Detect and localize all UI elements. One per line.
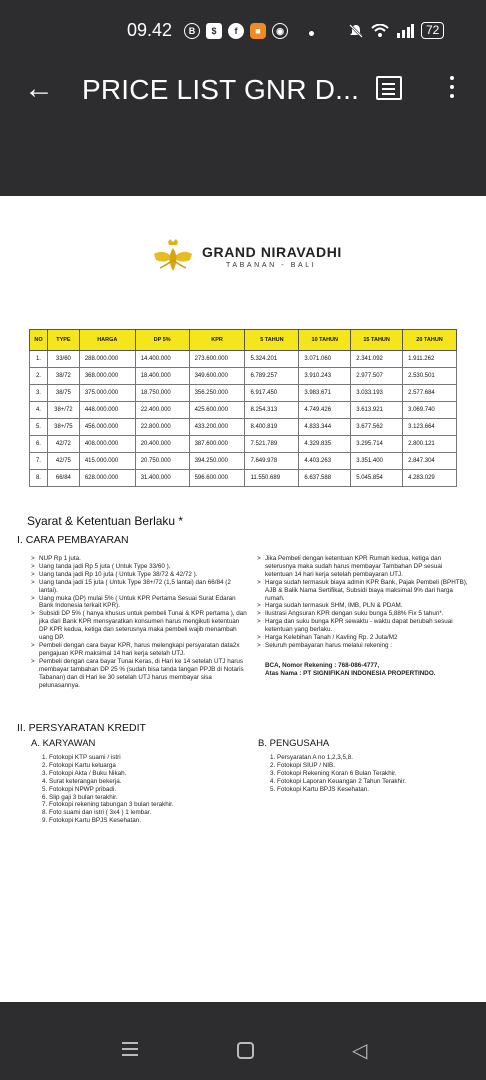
table-cell: 42/75 — [47, 453, 79, 470]
table-cell: 6.789.257 — [245, 368, 299, 385]
list-item: > Uang tanda jadi Rp 5 juta ( Untuk Type 33/60 ). — [31, 563, 249, 571]
app-notification-icon: ■ — [250, 23, 266, 39]
table-row — [30, 351, 457, 368]
list-item: > Harga dan suku bunga KPR sewaktu - waktu dapat berubah sesuai ketentuan yang berlaku. — [257, 618, 471, 634]
table-cell: 11.550.689 — [245, 470, 299, 487]
app-bar — [0, 62, 486, 118]
cara-pembayaran-right-list — [257, 555, 471, 650]
price-table — [29, 329, 457, 487]
table-cell: 7.649.978 — [245, 453, 299, 470]
table-cell: 4.329.835 — [299, 436, 351, 453]
brand-name: GRAND NIRAVADHI — [202, 243, 342, 260]
col-20-tahun: 20 TAHUN — [403, 330, 457, 351]
table-cell: 3.677.562 — [351, 419, 403, 436]
list-item: 3. Fotokopi Akta / Buku Nikah. — [42, 769, 127, 777]
table-row — [30, 436, 457, 453]
table-row — [30, 453, 457, 470]
table-cell: 22.800.000 — [135, 419, 189, 436]
table-cell: 1. — [30, 351, 48, 368]
table-cell: 2.847.304 — [403, 453, 457, 470]
table-cell: 4.283.029 — [403, 470, 457, 487]
table-cell: 1.911.262 — [403, 351, 457, 368]
col-dp: DP 5% — [135, 330, 189, 351]
table-row — [30, 368, 457, 385]
list-item: > Pembeli dengan cara bayar Tunai Keras, di Hari ke 14 setelah UTJ harus membayar tambahan DP 25 % (sudah bisa tanda tangan PPJB di Notaris Tabanan) dan di Hari ke 30 setelah UTJ harus membayar sisa pelunasannya. — [31, 658, 249, 690]
table-cell: 6.917.450 — [245, 385, 299, 402]
list-item: 2. Fotokopi Kartu keluarga — [42, 761, 116, 769]
table-cell: 38/75 — [47, 385, 79, 402]
table-cell: 3.295.714 — [351, 436, 403, 453]
table-cell: 368.000.000 — [79, 368, 135, 385]
table-row — [30, 470, 457, 487]
table-cell: 4. — [30, 402, 48, 419]
table-cell: 2. — [30, 368, 48, 385]
list-item: 6. Slip gaji 3 bulan terakhir. — [42, 793, 118, 801]
list-item: 5. Fotokopi Kartu BPJS Kesehatan. — [270, 785, 370, 793]
back-arrow-icon[interactable]: ← — [24, 72, 54, 105]
table-row — [30, 402, 457, 419]
list-item: 4. Surat keterangan bekerja. — [42, 777, 122, 785]
table-cell: 22.400.000 — [135, 402, 189, 419]
table-cell: 7.521.789 — [245, 436, 299, 453]
table-cell: 2.530.501 — [403, 368, 457, 385]
list-item: > Harga sudah termasuk biaya admin KPR Bank, Pajak Pembeli (BPHTB), AJB & Balik Nama Sertifikat, Subsidi biaya maksimal 9% dari harga rumah. — [257, 579, 471, 603]
table-cell: 4.833.344 — [299, 419, 351, 436]
notification-icons — [184, 23, 288, 39]
status-bar — [0, 0, 486, 62]
col-15-tahun: 15 TAHUN — [351, 330, 403, 351]
table-cell: 408.000.000 — [79, 436, 135, 453]
table-cell: 273.600.000 — [189, 351, 245, 368]
subsection-karyawan: A. KARYAWAN — [31, 738, 96, 749]
location-app-icon: ◉ — [272, 23, 288, 39]
table-cell: 5.045.854 — [351, 470, 403, 487]
table-cell: 448.000.000 — [79, 402, 135, 419]
notes-icon[interactable] — [376, 76, 402, 100]
table-cell: 3.033.193 — [351, 385, 403, 402]
document-page — [0, 196, 486, 1002]
table-cell: 5.324.201 — [245, 351, 299, 368]
table-cell: 2.341.092 — [351, 351, 403, 368]
col-harga: HARGA — [79, 330, 135, 351]
brand-logo — [150, 238, 342, 274]
list-item: 1. Persyaratan A no 1,2,3,5,8. — [270, 754, 353, 761]
col-10-tahun: 10 TAHUN — [299, 330, 351, 351]
subsection-pengusaha: B. PENGUSAHA — [258, 738, 330, 749]
table-cell: 38+/75 — [47, 419, 79, 436]
cara-pembayaran-left-list — [31, 555, 249, 689]
more-notifications-dot-icon — [309, 31, 314, 36]
table-cell: 3. — [30, 385, 48, 402]
list-item: > Pembeli dengan cara bayar KPR, harus melengkapi persyaratan data2x pengajuan KPR maksimal 14 hari kerja setelah UTJ. — [31, 642, 249, 658]
bank-account-info — [265, 662, 485, 678]
system-icons — [348, 22, 444, 39]
table-cell: 3.351.400 — [351, 453, 403, 470]
table-cell: 356.250.000 — [189, 385, 245, 402]
table-cell: 3.910.243 — [299, 368, 351, 385]
recent-apps-icon[interactable] — [122, 1042, 138, 1056]
table-row — [30, 385, 457, 402]
table-cell: 33/60 — [47, 351, 79, 368]
table-cell: 3.983.671 — [299, 385, 351, 402]
section-persyaratan-kredit: II. PERSYARATAN KREDIT — [17, 722, 146, 734]
facebook-icon: f — [228, 23, 244, 39]
navigation-bar — [0, 1020, 486, 1080]
list-item: > Uang muka (DP) mulai 5% ( Untuk KPR Pertama Sesuai Surat Edaran Bank Indonesia terkait KPR). — [31, 595, 249, 611]
table-cell: 42/72 — [47, 436, 79, 453]
status-time: 09.42 — [127, 20, 173, 40]
list-item: > NUP Rp 1 juta. — [31, 555, 249, 563]
page-title: PRICE LIST GNR D... — [82, 74, 360, 105]
list-item: 5. Fotokopi NPWP pribadi. — [42, 785, 117, 793]
bank-account-number: BCA, Nomor Rekening : 768-086-4777, — [265, 662, 380, 669]
table-cell: 6.637.588 — [299, 470, 351, 487]
list-item: 7. Fotokopi rekening tabungan 3 bulan terakhir. — [42, 801, 174, 809]
brand-location: TABANAN - BALI — [226, 261, 317, 269]
table-cell: 3.069.740 — [403, 402, 457, 419]
list-item: 1. Fotokopi KTP suami / istri — [42, 754, 121, 761]
table-row — [30, 419, 457, 436]
list-item: 8. Foto suami dan istri ( 3x4 ) 1 lembar. — [42, 809, 152, 817]
table-cell: 38+/72 — [47, 402, 79, 419]
mute-icon — [348, 23, 364, 39]
wifi-icon — [371, 24, 389, 38]
table-cell: 394.250.000 — [189, 453, 245, 470]
table-cell: 2.977.507 — [351, 368, 403, 385]
table-cell: 8.400.819 — [245, 419, 299, 436]
table-cell: 628.000.000 — [79, 470, 135, 487]
table-cell: 425.600.000 — [189, 402, 245, 419]
list-item: 3. Fotokopi Rekening Koran 6 Bulan Terakhir. — [270, 769, 397, 777]
list-item: > Seluruh pembayaran harus melalui rekening : — [257, 642, 471, 650]
list-item: > Harga Kelebihan Tanah / Kavling Rp. 2 Juta/M2 — [257, 634, 471, 642]
list-item: > Uang tanda jadi 15 juta ( Untuk Type 38+/72 (1,5 lantai) dan 66/84 (2 lantai). — [31, 579, 249, 595]
signal-icon — [396, 24, 414, 38]
table-cell: 66/84 — [47, 470, 79, 487]
section-cara-pembayaran: I. CARA PEMBAYARAN — [17, 534, 129, 546]
table-cell: 7. — [30, 453, 48, 470]
table-cell: 4.749.426 — [299, 402, 351, 419]
list-item: > Jika Pembeli dengan ketentuan KPR Rumah kedua, ketiga dan seterusnya maka sudah harus membayar Tambahan DP sesuai ketentuan 14 hari kerja setelah pembayaran UTJ. — [257, 555, 471, 579]
list-item: > Subsidi DP 5% ( hanya khusus untuk pembeli Tunai & KPR pertama ), dan jika dari Bank KPR mensyaratkan konsumen harus mengikuti ketentuan DP KPR kedua, ketiga dan seterusnya maka pembeli wajib menambah uang DP. — [31, 610, 249, 642]
bank-account-name: Atas Nama : PT SIGNIFIKAN INDONESIA PROPERTINDO. — [265, 669, 436, 677]
table-cell: 18.750.000 — [135, 385, 189, 402]
pengusaha-list — [270, 754, 480, 794]
home-icon[interactable] — [237, 1042, 254, 1059]
table-cell: 3.071.060 — [299, 351, 351, 368]
back-nav-icon[interactable]: ◁ — [352, 1040, 368, 1062]
table-cell: 433.200.000 — [189, 419, 245, 436]
table-cell: 415.000.000 — [79, 453, 135, 470]
col-no: NO — [30, 330, 48, 351]
shopping-icon: $ — [206, 23, 222, 39]
table-cell: 8.254.313 — [245, 402, 299, 419]
brand-logo-icon — [150, 238, 196, 274]
list-item: 9. Fotokopi Kartu BPJS Kesehatan. — [42, 817, 142, 825]
table-header-row — [30, 330, 457, 351]
table-cell: 387.600.000 — [189, 436, 245, 453]
table-cell: 20.400.000 — [135, 436, 189, 453]
battery-icon: 72 — [421, 22, 444, 39]
b-app-icon: B — [184, 23, 200, 39]
table-cell: 596.600.000 — [189, 470, 245, 487]
list-item: 4. Fotokopi Laporan Keuangan 2 Tahun Terakhir. — [270, 777, 406, 785]
table-cell: 5. — [30, 419, 48, 436]
table-cell: 3.123.664 — [403, 419, 457, 436]
col-type: TYPE — [47, 330, 79, 351]
table-cell: 38/72 — [47, 368, 79, 385]
table-cell: 31.400.000 — [135, 470, 189, 487]
table-cell: 6. — [30, 436, 48, 453]
list-item: > Uang tanda jadi Rp 10 juta ( Untuk Type 38/72 & 42/72 ). — [31, 571, 249, 579]
table-cell: 2.577.684 — [403, 385, 457, 402]
more-options-icon[interactable] — [450, 76, 454, 100]
table-cell: 349.600.000 — [189, 368, 245, 385]
terms-title: Syarat & Ketentuan Berlaku * — [27, 514, 184, 528]
col-5-tahun: 5 TAHUN — [245, 330, 299, 351]
table-cell: 375.000.000 — [79, 385, 135, 402]
table-cell: 14.400.000 — [135, 351, 189, 368]
table-cell: 3.613.921 — [351, 402, 403, 419]
col-kpr: KPR — [189, 330, 245, 351]
list-item: 2. Fotokopi SIUP / NIB. — [270, 761, 335, 769]
list-item: > Harga sudah termasuk SHM, IMB, PLN & PDAM. — [257, 602, 471, 610]
table-cell: 456.000.000 — [79, 419, 135, 436]
karyawan-list — [42, 754, 252, 825]
table-cell: 20.750.000 — [135, 453, 189, 470]
list-item: > Ilustrasi Angsuran KPR dengan suku bunga 5,88% Fix 5 tahun*. — [257, 610, 471, 618]
price-table-body — [30, 351, 457, 487]
table-cell: 18.400.000 — [135, 368, 189, 385]
table-cell: 4.403.263 — [299, 453, 351, 470]
table-cell: 2.800.121 — [403, 436, 457, 453]
table-cell: 288.000.000 — [79, 351, 135, 368]
table-cell: 8. — [30, 470, 48, 487]
